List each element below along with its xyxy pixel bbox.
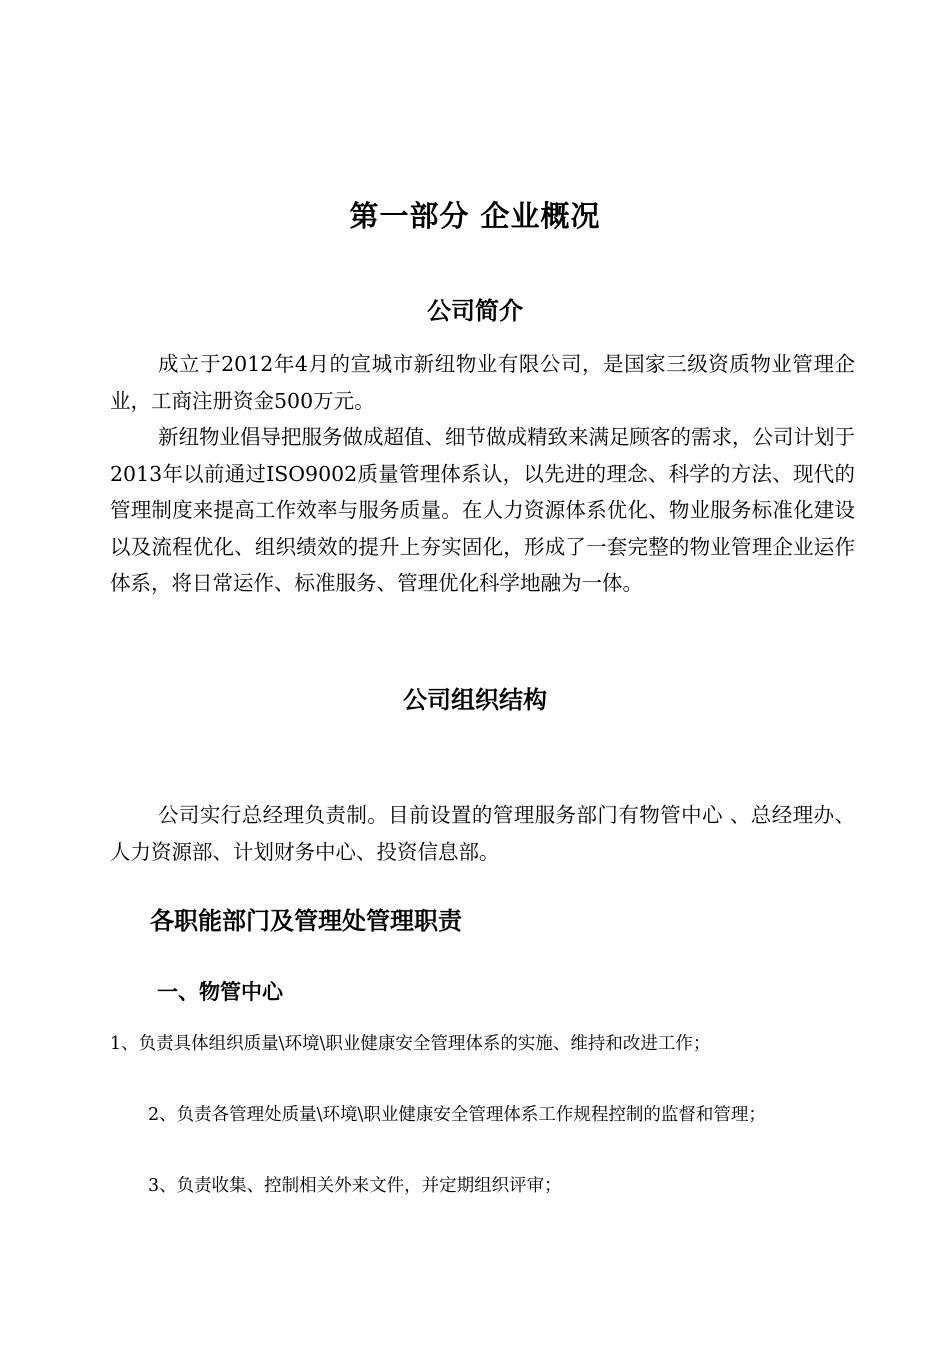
structure-paragraph: 公司实行总经理负责制。目前设置的管理服务部门有物管中心 、总经理办、人力资源部、计划财务中心、投资信息部。 (110, 803, 855, 864)
intro-heading: 公司简介 (427, 297, 523, 325)
duty-item-2: 2、负责各管理处质量\环境\职业健康安全管理体系工作规程控制的监督和管理； (148, 1105, 766, 1125)
duties-heading: 各职能部门及管理处管理职责 (150, 907, 462, 935)
part-title: 第一部分 企业概况 (349, 199, 601, 233)
structure-heading: 公司组织结构 (403, 686, 547, 714)
section-title-property-center: 一、物管中心 (157, 980, 283, 1004)
duty-item-1: 1、负责具体组织质量\环境\职业健康安全管理体系的实施、维持和改进工作； (110, 1034, 711, 1054)
intro-paragraph-2: 新纽物业倡导把服务做成超值、细节做成精致来满足顾客的需求，公司计划于2013年以前通过ISO9002质量管理体系认，以先进的理念、科学的方法、现代的管理制度来提高工作效率与服务质量。在人力资源体系优化、物业服务标准化建设以及流程优化、组织绩效的提升上夯实固化，形成了一套完整的物业管理企业运作体系，将日常运作、标准服务、管理优化科学地融为一体。 (110, 425, 855, 595)
duty-item-3: 3、负责收集、控制相关外来文件，并定期组织评审； (148, 1176, 562, 1196)
intro-paragraph-1: 成立于2012年4月的宣城市新纽物业有限公司，是国家三级资质物业管理企业，工商注册资金500万元。 (110, 352, 855, 413)
